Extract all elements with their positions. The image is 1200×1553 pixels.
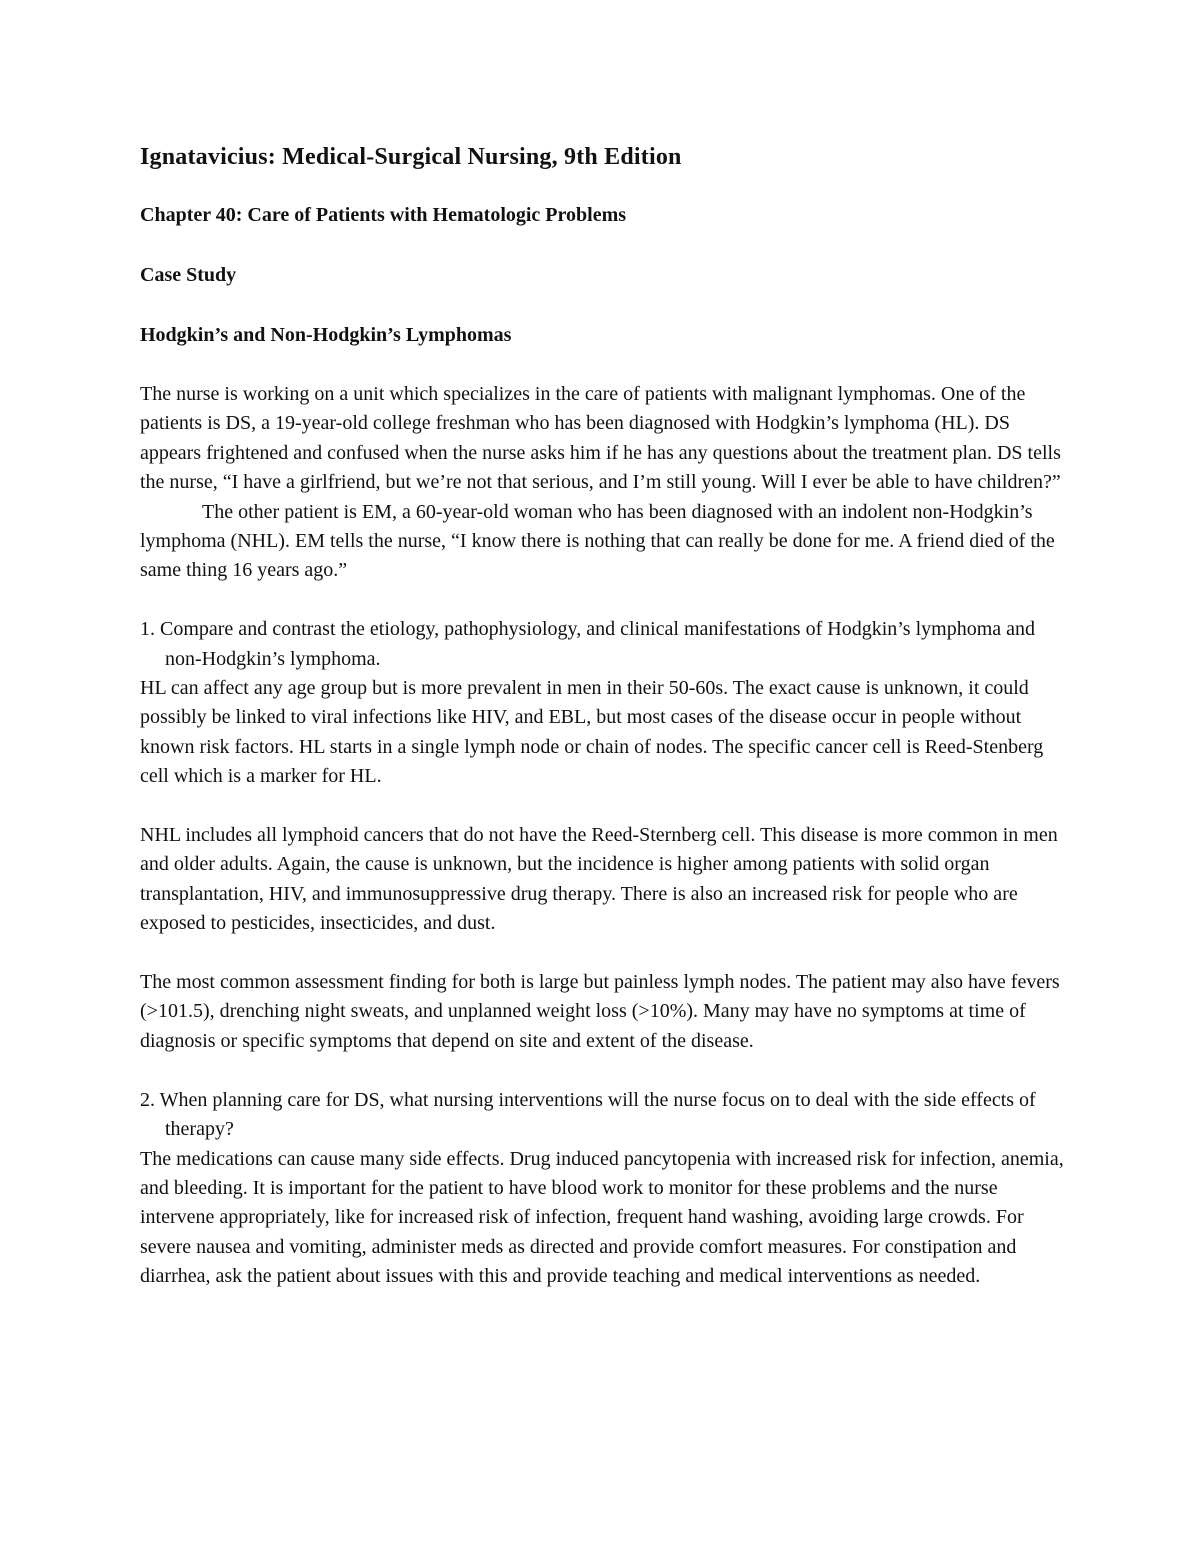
answer-1-paragraph-1: HL can affect any age group but is more prevalent in men in their 50-60s. The exact cause is unknown, it could possibly be linked to viral infections like HIV, and EBL, but most cases of the disease occur in people without known risk factors. HL starts in a single lymph node or chain of nodes. The specific cancer cell is Reed-Stenberg cell which is a marker for HL. — [140, 677, 1044, 788]
answer-1-paragraph-3: The most common assessment finding for both is large but painless lymph nodes. The patient may also have fevers (>101.5), drenching night sweats, and unplanned weight loss (>10%). Many may have no symptoms at time of diagnosis or specific symptoms that depend on site and extent of the disease. — [140, 971, 1060, 1052]
chapter-heading: Chapter 40: Care of Patients with Hematologic Problems — [140, 204, 627, 226]
document-title: Ignatavicius: Medical-Surgical Nursing, 9th Edition — [140, 144, 682, 170]
spacer — [140, 586, 1070, 615]
intro-paragraph-1: The nurse is working on a unit which specializes in the care of patients with malignant lymphomas. One of the patients is DS, a 19-year-old college freshman who has been diagnosed with Hodgkin’s lymphoma (HL). DS appears frightened and confused when the nurse asks him if he has any questions about the treatment plan. DS tells the nurse, “I have a girlfriend, but we’re not that serious, and I’m still young. Will I ever be able to have children?” — [140, 383, 1061, 494]
question-1: 1. Compare and contrast the etiology, pathophysiology, and clinical manifestations of Hodgkin’s lymphoma and non-Hodgkin’s lymphoma. — [140, 618, 1036, 670]
topic-heading: Hodgkin’s and Non-Hodgkin’s Lymphomas — [140, 324, 512, 346]
spacer — [140, 1056, 1070, 1085]
question-2: 2. When planning care for DS, what nursing interventions will the nurse focus on to deal with the side effects of therapy? — [140, 1088, 1036, 1141]
intro-paragraph-2: The other patient is EM, a 60-year-old woman who has been diagnosed with an indolent non-Hodgkin’s lymphoma (NHL). EM tells the nurse, “I know there is nothing that can really be done for me. A friend died of the same thing 16 years ago.” — [140, 500, 1055, 582]
answer-2-paragraph-1: The medications can cause many side effects. Drug induced pancytopenia with increased risk for infection, anemia, and bleeding. It is important for the patient to have blood work to monitor for these problems and the nurse intervene appropriately, like for increased risk of infection, frequent hand washing, avoiding large crowds. For severe nausea and vomiting, administer meds as directed and provide comfort measures. For constipation and diarrhea, ask the patient about issues with this and provide teaching and medical interventions as needed. — [140, 1147, 1064, 1288]
document-page — [140, 140, 1070, 1292]
answer-1-paragraph-2: NHL includes all lymphoid cancers that do not have the Reed-Sternberg cell. This disease is more common in men and older adults. Again, the cause is unknown, but the incidence is higher among patients with solid organ transplantation, HIV, and immunosuppressive drug therapy. There is also an increased risk for people who are exposed to pesticides, insecticides, and dust. — [140, 824, 1058, 935]
section-heading: Case Study — [140, 264, 237, 286]
spacer — [140, 792, 1070, 821]
spacer — [140, 939, 1070, 968]
